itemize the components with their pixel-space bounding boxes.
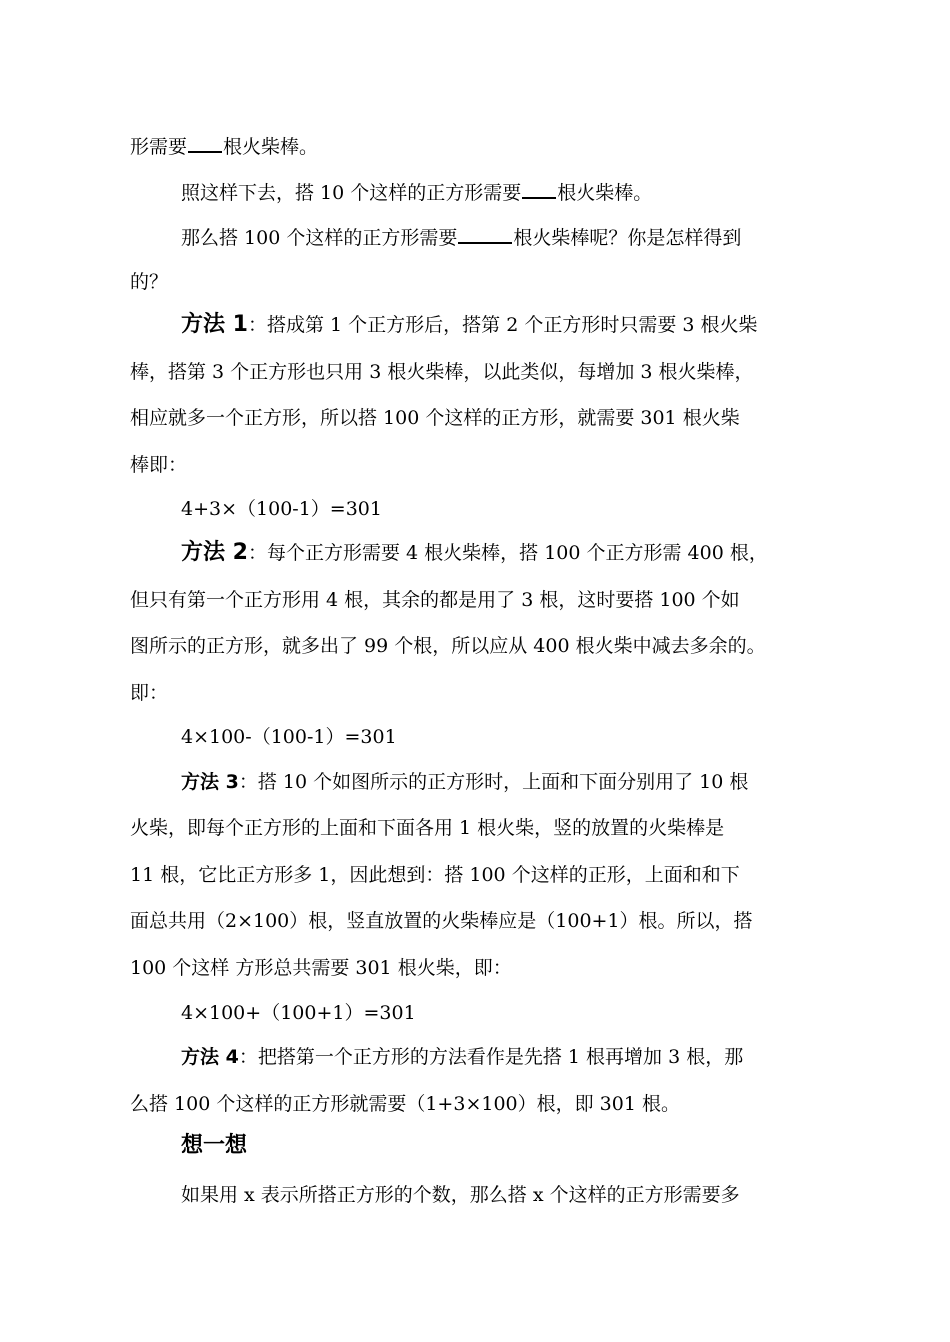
- text-span: ：: [238, 1046, 258, 1068]
- paragraph-line: 棒即：: [130, 454, 188, 476]
- paragraph-line: 么搭 100 个这样的正方形就需要（1+3×100）根，即 301 根。: [130, 1093, 680, 1115]
- text-span: 把搭第一个正方形的方法看作是先搭 1 根再增加 3 根，那: [257, 1046, 744, 1068]
- method-4-line: [181, 1044, 743, 1070]
- text-span: 搭成第 1 个正方形后，搭第 2 个正方形时只需要 3 根火柴: [266, 314, 758, 336]
- text-span: 那么搭 100 个这样的正方形需要: [181, 227, 458, 249]
- text-span: 形需要: [130, 136, 188, 158]
- paragraph-line: 11 根，它比正方形多 1，因此想到：搭 100 个这样的正形，上面和和下: [130, 864, 740, 886]
- text-span: 每个正方形需要 4 根火柴棒，搭 100 个正方形需 400 根，: [266, 542, 768, 564]
- method-3-line: [181, 769, 748, 795]
- paragraph-line: 100 个这样 方形总共需要 301 根火柴，即：: [130, 957, 512, 979]
- paragraph-line: [130, 132, 318, 160]
- method-heading: 方法 2: [181, 540, 248, 565]
- paragraph-line: 面总共用（2×100）根，竖直放置的火柴棒应是（100+1）根。所以，搭: [130, 910, 753, 932]
- text-span: 根火柴棒。: [557, 182, 653, 204]
- paragraph-line: [181, 223, 741, 251]
- text-span: 搭 10 个如图所示的正方形时，上面和下面分别用了 10 根: [257, 771, 749, 793]
- method-1-line: [181, 312, 758, 338]
- paragraph-line: [181, 178, 652, 206]
- paragraph-line: 即：: [130, 682, 169, 704]
- answer-blank: [458, 223, 512, 244]
- answer-blank: [188, 132, 222, 153]
- paragraph-line: 但只有第一个正方形用 4 根，其余的都是用了 3 根，这时要搭 100 个如: [130, 589, 740, 611]
- method-heading: 方法 4: [181, 1046, 239, 1068]
- text-span: 照这样下去，搭 10 个这样的正方形需要: [181, 182, 522, 204]
- text-span: ：: [247, 314, 267, 336]
- paragraph-line: 火柴，即每个正方形的上面和下面各用 1 根火柴，竖的放置的火柴棒是: [130, 817, 725, 839]
- formula: 4×100-（100-1）=301: [181, 726, 397, 748]
- paragraph-line: 图所示的正方形，就多出了 99 个根，所以应从 400 根火柴中减去多余的。: [130, 635, 766, 657]
- text-span: 根火柴棒。: [223, 136, 319, 158]
- text-span: ：: [247, 542, 267, 564]
- paragraph-line: 相应就多一个正方形，所以搭 100 个这样的正方形，就需要 301 根火柴: [130, 407, 740, 429]
- paragraph-line: 棒，搭第 3 个正方形也只用 3 根火柴棒，以此类似，每增加 3 根火柴棒，: [130, 361, 754, 383]
- text-span: 根火柴棒呢？你是怎样得到: [513, 227, 742, 249]
- formula: 4×100+（100+1）=301: [181, 1002, 416, 1024]
- method-heading: 方法 1: [181, 312, 248, 337]
- formula: 4+3×（100-1）=301: [181, 498, 382, 520]
- text-span: ：: [238, 771, 258, 793]
- section-heading: 想一想: [181, 1133, 248, 1158]
- method-heading: 方法 3: [181, 771, 239, 793]
- paragraph-line: 的？: [130, 271, 169, 293]
- method-2-line: [181, 540, 768, 566]
- paragraph-line: 如果用 x 表示所搭正方形的个数，那么搭 x 个这样的正方形需要多: [181, 1184, 740, 1206]
- answer-blank: [522, 178, 556, 199]
